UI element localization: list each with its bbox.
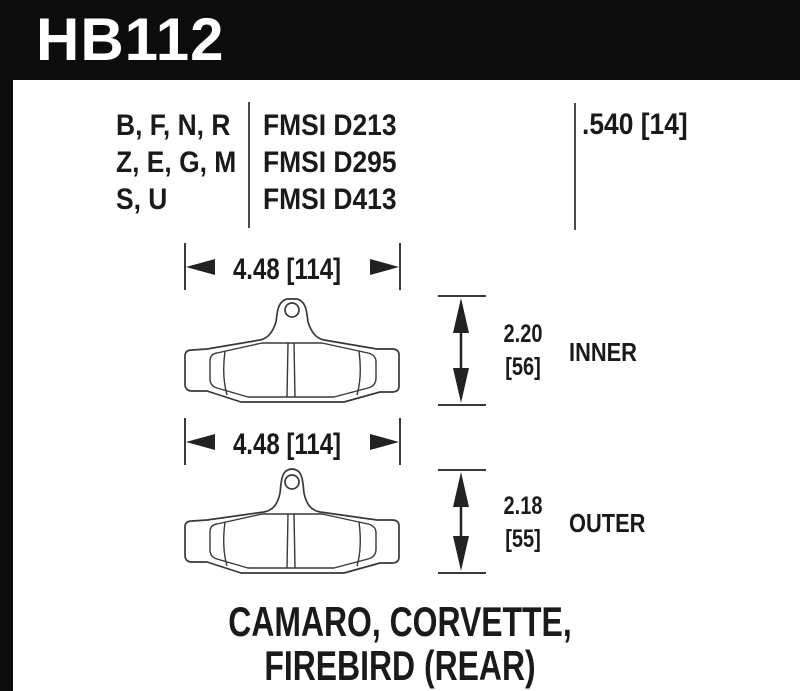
height-dimension-arrows-inner <box>436 290 488 412</box>
part-number: HB112 <box>36 6 225 73</box>
center-slot-line <box>287 343 288 397</box>
height-inches: 2.20 <box>503 320 543 348</box>
center-slot-line <box>287 514 288 568</box>
outer-label: OUTER <box>569 508 646 538</box>
width-dimension-text-outer: 4.48 [114] <box>232 428 342 461</box>
fmsi-row: FMSI D213 <box>263 109 397 142</box>
header-bar <box>0 0 800 80</box>
mounting-hole <box>285 303 299 317</box>
backing-plate-outline <box>185 299 399 402</box>
height-dimension-arrows-outer <box>436 464 488 580</box>
compound-codes-row: Z, E, G, M <box>116 146 237 179</box>
fmsi-row: FMSI D295 <box>263 146 397 179</box>
center-slot-line <box>294 343 295 397</box>
right-segment-line <box>357 351 360 395</box>
height-mm: [56] <box>505 353 541 381</box>
fmsi-row: FMSI D413 <box>263 183 397 216</box>
height-dimension-text-inner <box>493 318 552 384</box>
left-border-strip <box>0 0 13 691</box>
height-mm: [55] <box>505 525 541 553</box>
pad-thickness-value: .540 [14] <box>582 108 688 141</box>
mounting-hole <box>285 475 299 489</box>
table-divider <box>574 103 576 230</box>
application-line1: CAMARO, CORVETTE, <box>228 598 572 645</box>
height-dimension-text-outer <box>493 490 552 556</box>
application-line2: FIREBIRD (REAR) <box>264 642 536 689</box>
compound-codes-column <box>116 107 253 218</box>
brake-pad-drawing-inner <box>184 296 400 406</box>
width-dimension-text-inner: 4.48 [114] <box>232 253 342 286</box>
brake-pad-drawing-outer <box>184 467 400 577</box>
friction-material-outline <box>210 514 376 568</box>
left-segment-line <box>224 351 227 395</box>
backing-plate-outline <box>185 469 399 573</box>
fmsi-column <box>263 107 415 218</box>
left-segment-line <box>224 522 227 566</box>
height-inches: 2.18 <box>503 492 543 520</box>
compound-codes-row: S, U <box>116 183 168 216</box>
friction-material-outline <box>210 343 376 397</box>
inner-label: INNER <box>569 337 637 367</box>
center-slot-line <box>294 514 295 568</box>
table-divider <box>248 102 250 228</box>
right-segment-line <box>357 522 360 566</box>
compound-codes-row: B, F, N, R <box>116 109 231 142</box>
